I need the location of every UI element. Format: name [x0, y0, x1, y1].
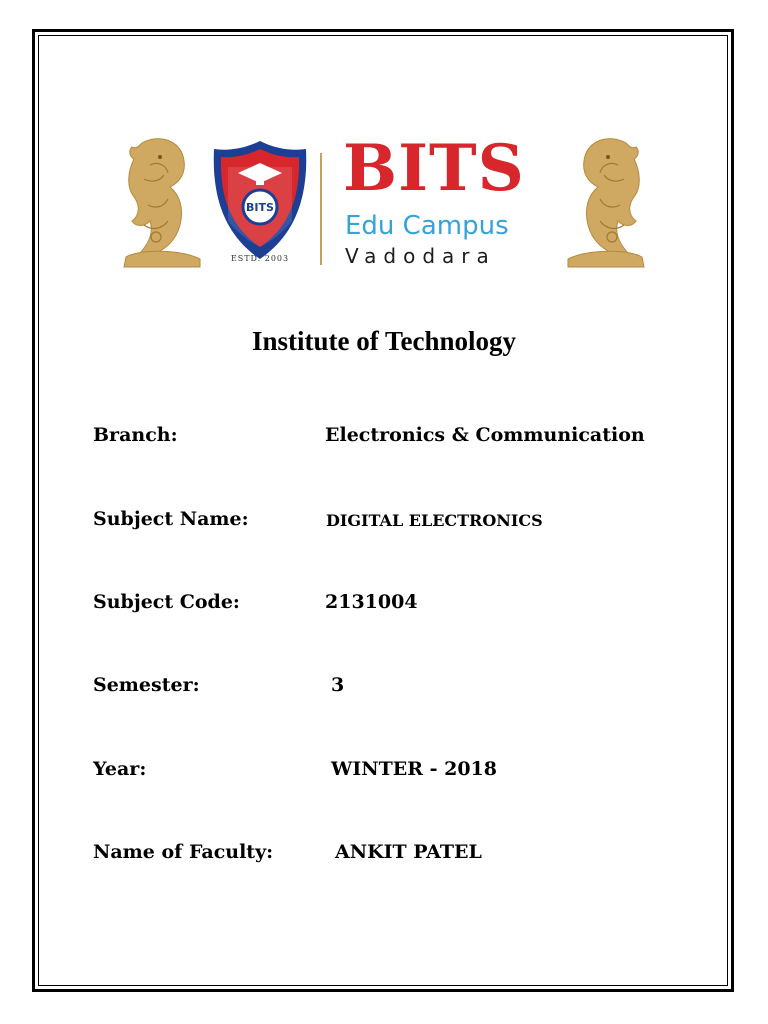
field-value: ANKIT PATEL [335, 841, 482, 863]
field-label: Semester: [93, 674, 200, 696]
crest-text: BITS [246, 201, 274, 214]
field-label: Subject Name: [93, 508, 249, 530]
field-label: Year: [93, 758, 147, 780]
field-subject-code [93, 591, 693, 621]
logo-divider [320, 153, 322, 265]
brand-city: Vadodara [345, 244, 496, 268]
field-year [93, 758, 693, 788]
field-label: Branch: [93, 424, 178, 446]
institute-logo [120, 131, 648, 275]
merlion-left-icon [120, 135, 204, 271]
field-value: 2131004 [325, 591, 418, 613]
field-label: Name of Faculty: [93, 841, 274, 863]
page-title: Institute of Technology [251, 326, 517, 356]
field-faculty [93, 841, 693, 871]
field-label: Subject Code: [93, 591, 240, 613]
field-branch [93, 424, 693, 454]
field-value: DIGITAL ELECTRONICS [326, 511, 543, 530]
field-value: 3 [331, 674, 345, 696]
field-semester [93, 674, 693, 704]
crest-shield-icon [210, 137, 310, 265]
brand-name: BITS [343, 131, 525, 206]
field-value: Electronics & Communication [325, 424, 645, 446]
field-subject-name [93, 508, 693, 538]
brand-subtitle: Edu Campus [345, 211, 509, 241]
merlion-right-icon [564, 135, 648, 271]
field-value: WINTER - 2018 [331, 758, 497, 780]
crest-estd: ESTD. 2003 [230, 254, 290, 263]
